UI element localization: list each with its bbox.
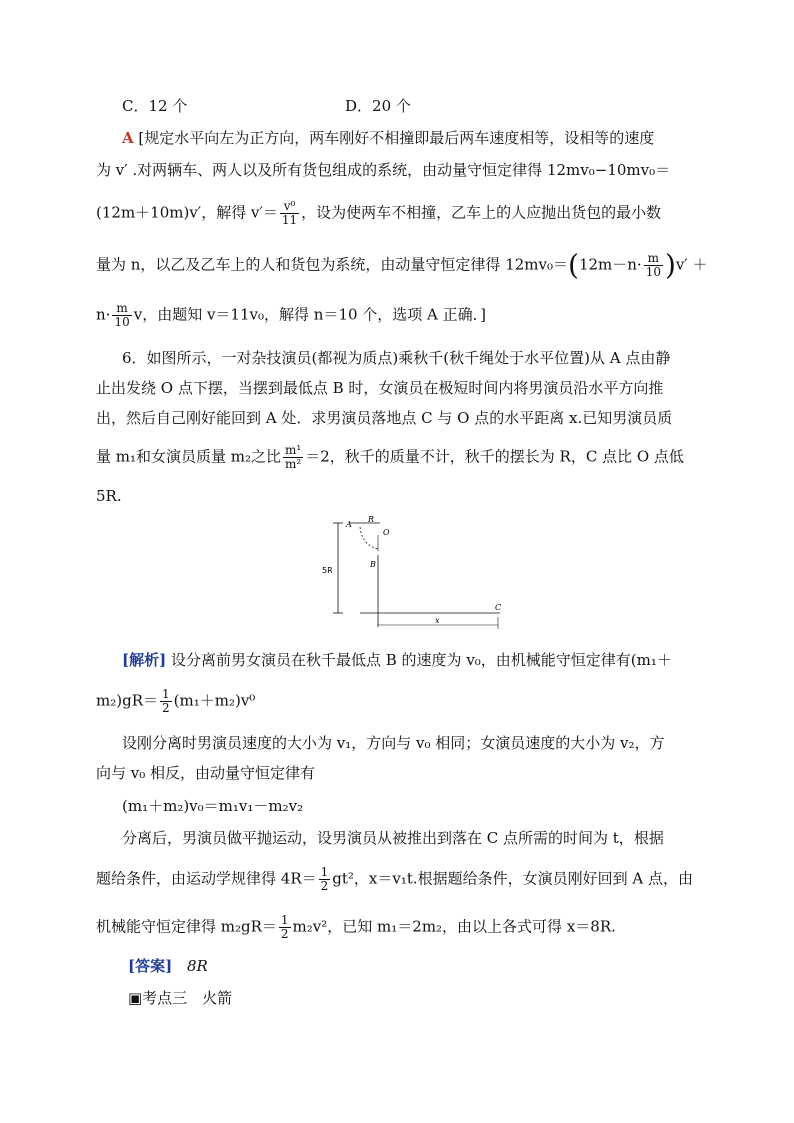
paren-close: ) bbox=[664, 248, 676, 282]
solution-line7 bbox=[96, 866, 706, 893]
fraction-numerator: v⁰ bbox=[280, 200, 299, 214]
answer5-text5a: n· bbox=[96, 305, 111, 324]
solution-tag: [解析] bbox=[122, 651, 167, 669]
fraction-numerator: m bbox=[112, 302, 131, 316]
fraction-v0-11 bbox=[280, 200, 299, 227]
fraction-denominator: 10 bbox=[114, 315, 130, 329]
q6-line2: 止出发绕 O 点下摆，当摆到最低点 B 时，女演员在极短时间内将男演员沿水平方向推 bbox=[96, 379, 664, 397]
answer-value: 8R bbox=[186, 957, 208, 975]
solution-text7b: gt²，x＝v₁t.根据题给条件，女演员刚好回到 A 点，由 bbox=[332, 869, 694, 888]
label-B: B bbox=[370, 560, 376, 569]
solution-line5: (m₁＋m₂)v₀＝m₁v₁－m₂v₂ bbox=[122, 797, 304, 815]
answer5-line1 bbox=[122, 128, 732, 148]
label-x: x bbox=[435, 616, 440, 625]
solution-line6: 分离后，男演员做平抛运动，设男演员从被推出到落在 C 点所需的时间为 t，根据 bbox=[122, 829, 664, 847]
answer-letter: A bbox=[122, 129, 134, 147]
answer5-text5b: v，由题知 v＝11v₀，解得 n＝10 个，选项 A 正确．] bbox=[133, 305, 487, 324]
q6-line4 bbox=[96, 444, 706, 471]
fraction-denominator: 11 bbox=[281, 213, 298, 227]
fraction-m-10 bbox=[644, 252, 663, 279]
label-C: C bbox=[495, 603, 502, 612]
answer5-text3a: (12m＋10m)v′，解得 v′＝ bbox=[96, 203, 278, 222]
solution-text2a: m₂)gR＝ bbox=[96, 691, 158, 710]
fraction-denominator: 2 bbox=[162, 701, 170, 715]
fraction-numerator: 1 bbox=[280, 913, 289, 927]
solution-line8 bbox=[96, 914, 706, 941]
solution-text8a: 机械能守恒定律得 m₂gR＝ bbox=[96, 917, 277, 936]
label-O: O bbox=[383, 528, 390, 537]
solution-text1: 设分离前男女演员在秋千最低点 B 的速度为 v₀，由机械能守恒定律有(m₁＋ bbox=[170, 651, 672, 669]
answer5-line4 bbox=[96, 248, 708, 282]
height-label: 5R bbox=[322, 566, 333, 575]
fraction-denominator: 2 bbox=[280, 927, 289, 941]
answer-tag: [答案] bbox=[128, 957, 173, 975]
fraction-denominator: 2 bbox=[320, 879, 329, 893]
fraction-half-c bbox=[279, 914, 291, 941]
option-d: D．20 个 bbox=[345, 97, 411, 115]
fraction-numerator: m bbox=[644, 252, 663, 266]
answer5-text4c: v′ ＋ bbox=[675, 255, 708, 274]
solution-text2b: (m₁＋m₂)v⁰ bbox=[173, 691, 256, 710]
solution-text7a: 题给条件，由运动学规律得 4R＝ bbox=[96, 869, 317, 888]
fraction-m1-m2 bbox=[283, 444, 303, 471]
q6-line5: 5R. bbox=[96, 487, 122, 505]
fraction-numerator: m¹ bbox=[285, 443, 302, 457]
q6-line1: 6．如图所示，一对杂技演员(都视为质点)乘秋千(秋千绳处于水平位置)从 A 点由静 bbox=[122, 349, 671, 367]
answer5-text4a: 量为 n，以乙及乙车上的人和货包为系统，由动量守恒定律得 12mv₀＝ bbox=[96, 255, 568, 274]
label-R: R bbox=[368, 515, 375, 524]
answer5-line3 bbox=[96, 200, 706, 227]
q6-text4a: 量 m₁和女演员质量 m₂之比 bbox=[96, 447, 282, 466]
q6-text4b: ＝2，秋千的质量不计，秋千的摆长为 R，C 点比 O 点低 bbox=[305, 447, 684, 466]
fraction-numerator: 1 bbox=[162, 687, 170, 701]
fraction-denominator: m² bbox=[285, 457, 302, 471]
solution-text8b: m₂v²，已知 m₁＝2m₂，由以上各式可得 x＝8R. bbox=[292, 917, 616, 936]
next-heading: ▣考点三 火箭 bbox=[128, 989, 233, 1007]
swing-diagram bbox=[320, 515, 510, 635]
fraction-half bbox=[160, 688, 172, 715]
answer5-text3b: ，设为使两车不相撞，乙车上的人应抛出货包的最小数 bbox=[301, 203, 662, 222]
option-c: C．12 个 bbox=[122, 97, 188, 115]
answer5-text1: [规定水平向左为正方向，两车刚好不相撞即最后两车速度相等，设相等的速度 bbox=[138, 129, 655, 147]
q6-line3: 出，然后自己刚好能回到 A 处．求男演员落地点 C 与 O 点的水平距离 x.已知男演员质 bbox=[96, 409, 673, 427]
solution-line2 bbox=[96, 688, 706, 715]
swing-arc bbox=[360, 527, 378, 549]
fraction-half-b bbox=[319, 866, 331, 893]
solution-line3: 设刚分离时男演员速度的大小为 v₁，方向与 v₀ 相同；女演员速度的大小为 v₂，方 bbox=[122, 734, 665, 752]
solution-line1 bbox=[122, 650, 732, 670]
fraction-m-10-b bbox=[112, 302, 131, 329]
solution-line4: 向与 v₀ 相反，由动量守恒定律有 bbox=[96, 764, 316, 782]
answer5-line2: 为 v′ .对两辆车、两人以及所有货包组成的系统，由动量守恒定律得 12mv₀−10mv₀＝ bbox=[96, 161, 671, 179]
answer-line bbox=[128, 956, 738, 976]
answer5-text4b: 12m－n· bbox=[578, 255, 642, 274]
fraction-denominator: 10 bbox=[645, 265, 661, 279]
fraction-numerator: 1 bbox=[320, 865, 329, 879]
label-A: A bbox=[346, 520, 352, 529]
paren-open: ( bbox=[568, 248, 579, 282]
answer5-line5 bbox=[96, 302, 706, 329]
